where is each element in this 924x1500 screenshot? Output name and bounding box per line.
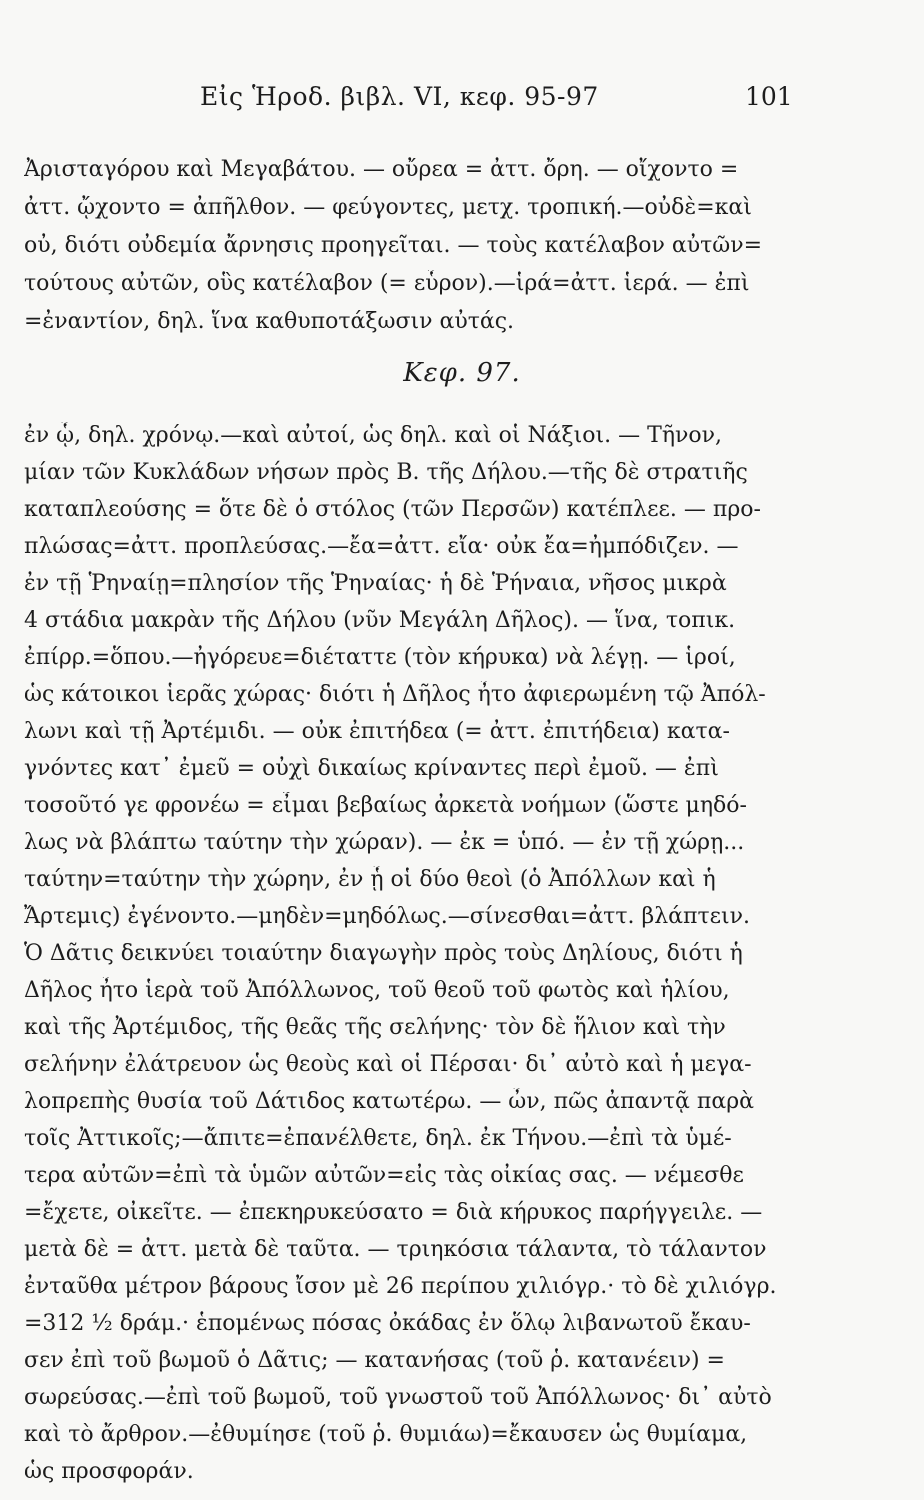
text-line: καὶ τῆς Ἀρτέμιδος, τῆς θεᾶς τῆς σελήνης· τὸν δὲ ἥλιον καὶ τὴν	[24, 1015, 726, 1040]
text-line: τούτους αὐτῶν, οὓς κατέλαβον (= εὗρον).—ἱρά=ἀττ. ἱερά. — ἐπὶ	[24, 271, 750, 296]
text-line: ἐν τῇ Ῥηναίῃ=πλησίον τῆς Ῥηναίας· ἡ δὲ Ῥήναια, νῆσος μικρὰ	[24, 571, 727, 596]
text-line: ταύτην=ταύτην τὴν χώρην, ἐν ᾗ οἱ δύο θεοὶ (ὁ Ἀπόλλων καὶ ἡ	[24, 867, 716, 892]
chapter-heading: Κεφ. 97.	[403, 358, 521, 388]
text-line: καταπλεούσης = ὅτε δὲ ὁ στόλος (τῶν Περσῶν) κατέπλεε. — προ-	[24, 497, 761, 522]
text-line: σεν ἐπὶ τοῦ βωμοῦ ὁ Δᾶτις; — κατανήσας (τοῦ ῥ. κατανέειν) =	[24, 1348, 725, 1373]
text-line: λως νὰ βλάπτω ταύτην τὴν χώραν). — ἐκ = ὑπό. — ἐν τῇ χώρῃ...	[24, 830, 745, 855]
text-line: =ἐναντίον, δηλ. ἵνα καθυποτάξωσιν αὐτάς.	[24, 309, 515, 334]
text-line: σωρεύσας.—ἐπὶ τοῦ βωμοῦ, τοῦ γνωστοῦ τοῦ Ἀπόλλωνος· δι᾽ αὐτὸ	[24, 1385, 772, 1410]
text-line: τοῖς Ἀττικοῖς;—ἄπιτε=ἐπανέλθετε, δηλ. ἐκ Τήνου.—ἐπὶ τὰ ὑμέ-	[24, 1126, 732, 1151]
text-line: ἐν ᾧ, δηλ. χρόνῳ.—καὶ αὐτοί, ὡς δηλ. καὶ οἱ Νάξιοι. — Τῆνον,	[24, 423, 722, 448]
header-title: Εἰς Ἡροδ. βιβλ. VI, κεφ. 95-97	[200, 82, 599, 111]
running-header	[0, 82, 924, 122]
text-line: γνόντες κατ᾽ ἐμεῦ = οὐχὶ δικαίως κρίναντες περὶ ἐμοῦ. — ἐπὶ	[24, 756, 719, 781]
text-line: μετὰ δὲ = ἀττ. μετὰ δὲ ταῦτα. — τριηκόσια τάλαντα, τὸ τάλαντον	[24, 1237, 767, 1262]
text-line: οὐ, διότι οὐδεμία ἄρνησις προηγεῖται. — τοὺς κατέλαβον αὐτῶν=	[24, 233, 763, 258]
text-line: ὡς κάτοικοι ἱερᾶς χώρας· διότι ἡ Δῆλος ἦτο ἀφιερωμένη τῷ Ἀπόλ-	[24, 682, 766, 707]
text-line: Ἀρισταγόρου καὶ Μεγαβάτου. — οὔρεα = ἀττ. ὄρη. — οἴχοντο =	[24, 157, 739, 182]
text-line: 4 στάδια μακρὰν τῆς Δήλου (νῦν Μεγάλη Δῆλος). — ἵνα, τοπικ.	[24, 608, 736, 633]
text-line: τοσοῦτό γε φρονέω = εἶμαι βεβαίως ἀρκετὰ νοήμων (ὥστε μηδό-	[24, 793, 747, 818]
text-line: σελήνην ἐλάτρευον ὡς θεοὺς καὶ οἱ Πέρσαι· δι᾽ αὐτὸ καὶ ἡ μεγα-	[24, 1052, 752, 1077]
text-line: λωνι καὶ τῇ Ἀρτέμιδι. — οὐκ ἐπιτήδεα (= ἀττ. ἐπιτήδεια) κατα-	[24, 719, 730, 744]
text-line: τερα αὐτῶν=ἐπὶ τὰ ὑμῶν αὐτῶν=εἰς τὰς οἰκίας σας. — νέμεσθε	[24, 1163, 744, 1188]
text-line: ὡς προσφοράν.	[24, 1459, 194, 1484]
text-line: Δῆλος ἦτο ἱερὰ τοῦ Ἀπόλλωνος, τοῦ θεοῦ τοῦ φωτὸς καὶ ἡλίου,	[24, 978, 730, 1003]
text-line: Ὁ Δᾶτις δεικνύει τοιαύτην διαγωγὴν πρὸς τοὺς Δηλίους, διότι ἡ	[24, 941, 743, 966]
text-line: πλώσας=ἀττ. προπλεύσας.—ἔα=ἀττ. εἴα· οὐκ ἔα=ἠμπόδιζεν. —	[24, 534, 739, 559]
text-line: καὶ τὸ ἄρθρον.—ἐθυμίησε (τοῦ ῥ. θυμιάω)=ἔκαυσεν ὡς θυμίαμα,	[24, 1422, 748, 1447]
text-line: λοπρεπὴς θυσία τοῦ Δάτιδος κατωτέρω. — ὦν, πῶς ἀπαντᾷ παρὰ	[24, 1089, 754, 1114]
text-line: ἐπίρρ.=ὅπου.—ἠγόρευε=διέταττε (τὸν κήρυκα) νὰ λέγῃ. — ἱροί,	[24, 645, 736, 670]
text-line: ἐνταῦθα μέτρον βάρους ἴσον μὲ 26 περίπου χιλιόγρ.· τὸ δὲ χιλιόγρ.	[24, 1274, 777, 1299]
text-line: =ἔχετε, οἰκεῖτε. — ἐπεκηρυκεύσατο = διὰ κήρυκος παρήγγειλε. —	[24, 1200, 763, 1225]
text-line: Ἄρτεμις) ἐγένοντο.—μηδὲν=μηδόλως.—σίνεσθαι=ἀττ. βλάπτειν.	[24, 904, 751, 929]
text-line: ἀττ. ᾤχοντο = ἀπῆλθον. — φεύγοντες, μετχ. τροπική.—οὐδὲ=καὶ	[24, 195, 752, 220]
text-line: μίαν τῶν Κυκλάδων νήσων πρὸς Β. τῆς Δήλου.—τῆς δὲ στρατιῆς	[24, 460, 748, 485]
text-line: =312 ½ δράμ.· ἑπομένως πόσας ὀκάδας ἐν ὅλῳ λιβανωτοῦ ἔκαυ-	[24, 1311, 751, 1336]
page-number: 101	[745, 82, 793, 111]
